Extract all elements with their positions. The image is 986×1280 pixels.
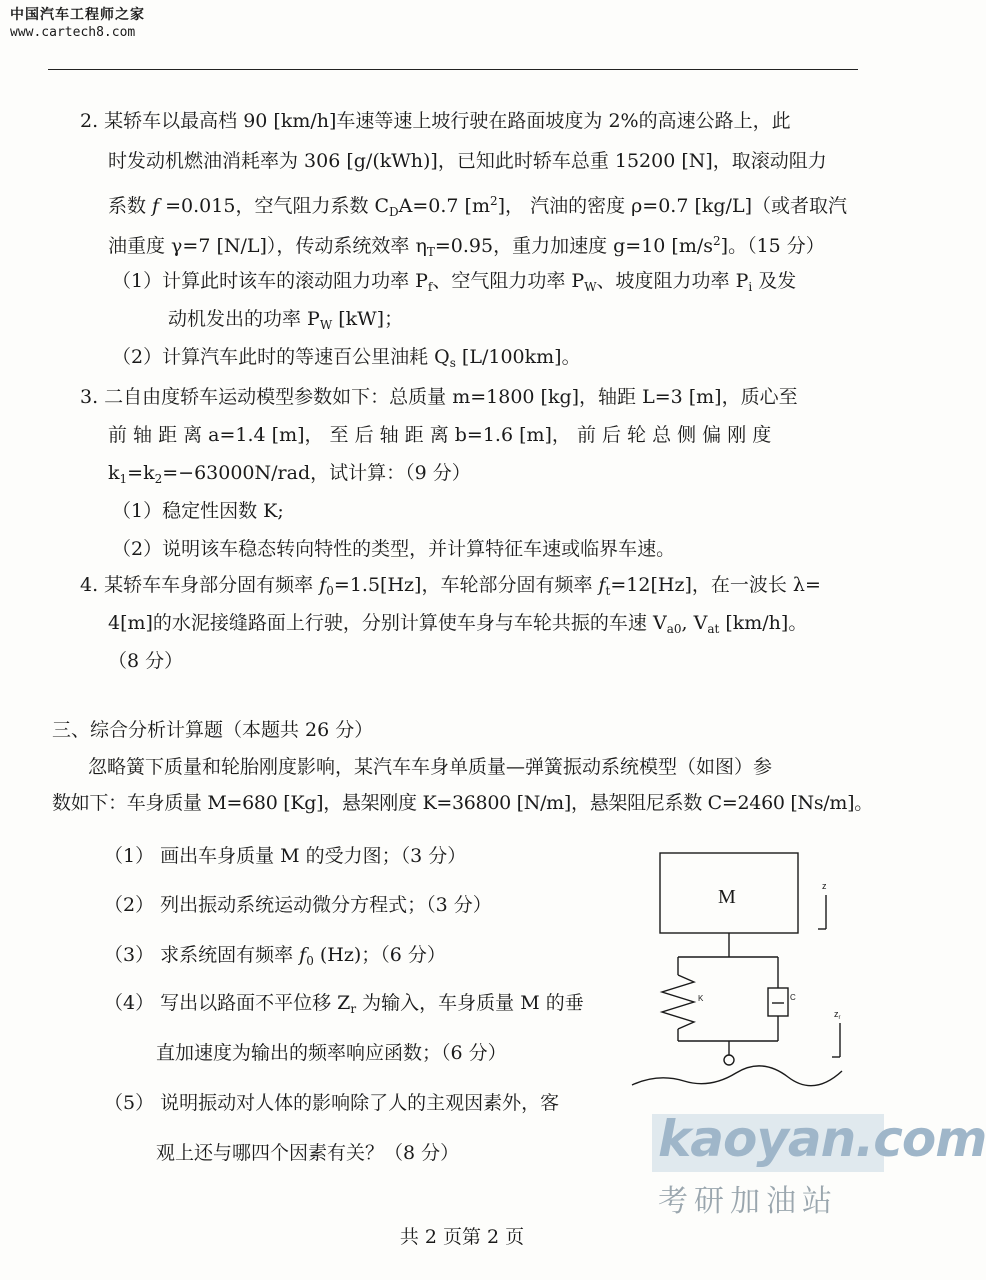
site-logo: 中国汽车工程师之家 [10,7,145,23]
q2-line-4-b: =0.95，重力加速度 g=10 [m/s [434,235,714,257]
suspension-diagram [628,845,868,1095]
s3-i4-a: （4） 写出以路面不平位移 Z [104,992,351,1014]
suspension-figure [628,845,868,1095]
q2-line-4-a: 油重度 γ=7 [N/L]），传动系统效率 η [108,235,427,257]
s3-i4-b: 为输入，车身质量 M 的垂 [356,992,584,1014]
damper-label: C [790,993,796,1002]
section3-intro-1: 忽略簧下质量和轮胎刚度影响，某汽车车身单质量—弹簧振动系统模型（如图）参 [88,756,773,778]
watermark-brand: kaoyan.com [658,1110,986,1168]
q4-l1-a: 4. 某轿车车身部分固有频率 [80,574,320,596]
q2-sub2 [112,344,581,376]
s3-i3-f: f [299,944,307,966]
q4-l1-c: =12[Hz]，在一波长 λ= [610,574,821,596]
q4-sub-at: at [707,622,720,636]
q4-l2-a: 4[m]的水泥接缝路面上行驶，分别计算使车身与车轮共振的车速 V [108,612,667,634]
q3-sub2: （2）说明该车稳态转向特性的类型，并计算特征车速或临界车速。 [112,538,676,560]
q2-s2-sub: s [449,356,456,370]
q2-line-4 [108,228,825,265]
s3-i3-b: (Hz)；（6 分） [313,944,446,966]
q3-line-3 [108,460,471,492]
q4-line-1 [80,572,821,604]
q3-sub-2: 2 [154,472,163,486]
q2-f: f [152,195,160,217]
q2-line-3-b: =0.015，空气阻力系数 C [159,195,390,217]
q4-l2-c: [km/h]。 [719,612,808,634]
q3-sub-1: 1 [119,472,128,486]
q2-s1-sub-i: i [748,280,753,294]
s3-item-3 [104,942,446,974]
q2-sub-d: D [389,205,399,219]
q2-sub-t: T [426,245,435,259]
page-footer: 共 2 页第 2 页 [399,1226,525,1248]
s3-i3-sub: 0 [306,954,314,968]
q2-line-3 [108,188,847,225]
q4-f0: f [319,574,327,596]
s3-item-4-line-1 [104,990,584,1022]
q4-line-2 [108,610,807,642]
s3-item-1: （1） 画出车身质量 M 的受力图；（3 分） [104,845,467,867]
q2-s1-a: （1）计算此时该车的滚动阻力功率 P [112,270,428,292]
tire-contact [724,1055,734,1065]
q2-line-3-d: ]， 汽油的密度 ρ=0.7 [kg/L]（或者取汽 [497,195,847,217]
section3-title: 三、综合分析计算题（本题共 26 分） [52,719,374,741]
q2-s1-sub-w: W [584,280,597,294]
header-rule [48,69,858,70]
q3-l3-c: =−63000N/rad，试计算：（9 分） [162,462,471,484]
q2-s1-d: 及发 [752,270,797,292]
q4-l1-b: =1.5[Hz]，车轮部分固有频率 [333,574,599,596]
q2-s1-b: 、空气阻力功率 P [432,270,585,292]
q4-ft: f [598,574,606,596]
zr-label-main: z [834,1009,839,1019]
q4-sub-t: t [605,584,611,598]
q2-s1-e: 动机发出的功率 P [168,308,320,330]
q2-sub1-line-2 [168,306,403,338]
q3-line-1: 3. 二自由度轿车运动模型参数如下：总质量 m=1800 [kg]，轴距 L=3 [m]，质心至 [80,386,798,408]
q4-sub-a0: a0 [666,622,682,636]
s3-i4-sub: r [350,1002,357,1016]
q2-line-1: 2. 某轿车以最高档 90 [km/h]车速等速上坡行驶在路面坡度为 2%的高速公路上，此 [80,110,791,132]
damper-cylinder [768,988,788,1016]
q4-l2-b: , V [681,612,708,634]
road-profile [632,1066,842,1086]
q2-s1-c: 、坡度阻力功率 P [596,270,749,292]
section3-intro-2: 数如下：车身质量 M=680 [Kg]，悬架刚度 K=36800 [N/m]，悬架阻尼系数 C=2460 [Ns/m]。 [52,792,873,814]
s3-item-5-line-2: 观上还与哪四个因素有关？（8 分） [156,1142,460,1164]
q2-s1-sub-w2: W [319,318,333,332]
spring [662,975,694,1029]
q2-line-3-c: A=0.7 [m [398,195,490,217]
q4-line-3: （8 分） [108,650,184,672]
zr-label-sub: r [838,1015,841,1021]
q2-s2-a: （2）计算汽车此时的等速百公里油耗 Q [112,346,450,368]
q2-s1-sub-f: f [427,280,433,294]
q3-line-2: 前 轴 距 离 a=1.4 [m]， 至 后 轴 距 离 b=1.6 [m]， 前 后 轮 总 侧 偏 刚 度 [108,424,772,446]
q2-sup-s2: 2 [713,234,721,248]
q2-line-4-c: ]。（15 分） [720,235,825,257]
q3-l3-b: =k [127,462,155,484]
z-label: z [822,881,827,891]
q2-s1-f: [kW]； [332,308,404,330]
zr-label [834,1009,841,1021]
q2-sup-2: 2 [489,194,498,208]
q4-sub-0: 0 [326,584,334,598]
q2-s2-b: [L/100km]。 [455,346,581,368]
site-url: www.cartech8.com [10,25,136,40]
q2-sub1-line-1 [112,268,796,300]
watermark-subtitle: 考研加油站 [658,1184,838,1219]
q3-sub1: （1）稳定性因数 K; [112,500,284,522]
mass-label: M [718,886,736,908]
s3-item-4-line-2: 直加速度为输出的频率响应函数；（6 分） [156,1042,507,1064]
q3-l3-a: k [108,462,120,484]
s3-i3-a: （3） 求系统固有频率 [104,944,300,966]
q2-line-3-a: 系数 [108,195,153,217]
spring-label: K [698,994,704,1003]
s3-item-5-line-1: （5） 说明振动对人体的影响除了人的主观因素外，客 [104,1092,560,1114]
s3-item-2: （2） 列出振动系统运动微分方程式；（3 分） [104,894,492,916]
q2-line-2: 时发动机燃油消耗率为 306 [g/(kWh)]，已知此时轿车总重 15200 [N]，取滚动阻力 [108,150,827,172]
watermark [652,1110,986,1228]
